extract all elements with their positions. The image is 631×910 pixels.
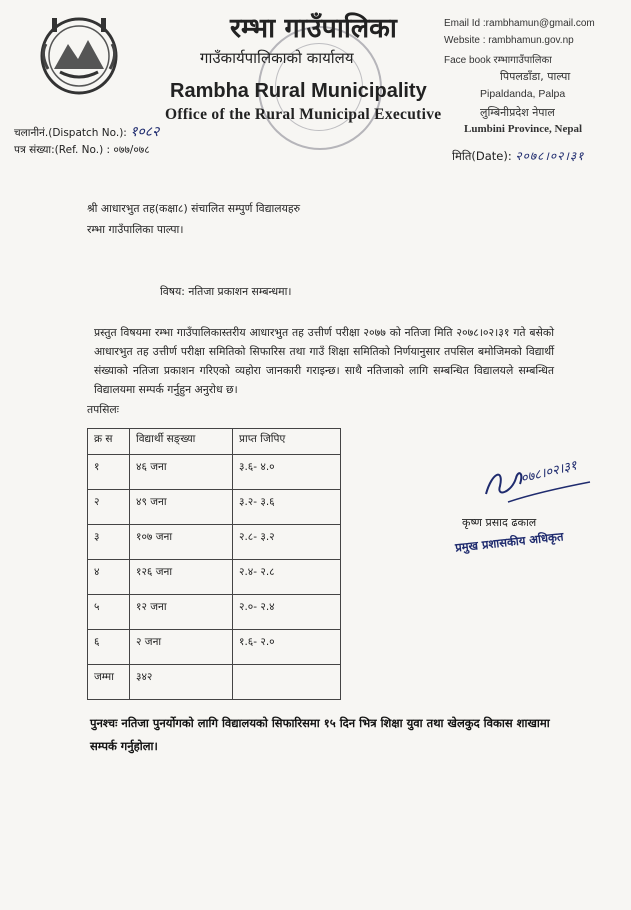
row-students: ४९ जना	[130, 490, 233, 525]
row-students: २ जना	[130, 630, 233, 665]
reference-number	[14, 143, 150, 157]
row-gpa: ३.२- ३.६	[233, 490, 341, 525]
signature-date: ०७८।०२।३१	[519, 458, 579, 487]
title-nepali: रम्भा गाउँपालिका	[230, 13, 397, 44]
table-header-row	[88, 429, 341, 455]
table-row	[88, 490, 341, 525]
table-row	[88, 560, 341, 595]
row-serial: ५	[88, 595, 130, 630]
signatory-title: प्रमुख प्रशासकीय अधिकृत	[454, 529, 565, 555]
recipient-line-2: रम्भा गाउँपालिका पाल्पा।	[87, 223, 184, 236]
municipality-emblem	[38, 14, 120, 96]
facebook: Face book रम्भागाउँपालिका	[444, 55, 552, 66]
website: Website : rambhamun.gov.np	[444, 35, 574, 46]
total-label: जम्मा	[88, 665, 130, 700]
signatory-name: कृष्ण प्रसाद ढकाल	[462, 516, 537, 529]
letter-date	[452, 147, 584, 164]
address-nepali: पिपलडाँडा, पाल्पा	[500, 70, 571, 83]
row-serial: ६	[88, 630, 130, 665]
row-gpa: १.६- २.०	[233, 630, 341, 665]
row-students: १२६ जना	[130, 560, 233, 595]
body-paragraph: प्रस्तुत विषयमा रम्भा गाउँपालिकास्तरीय आधारभुत तह उत्तीर्ण परीक्षा २०७७ को नतिजा मिति २०७८।०२।३१ गते बसेको आधारभुत तह उत्तीर्ण परीक्षा समितिको सिफारिस तथा गाउँ शिक्षा समितिको निर्णयानुसार तपसिल बमोजिमको विद्यार्थी संख्याको नतिजा प्रकाशन गरिएको व्यहोरा जानकारी गराइन्छ। साथै नतिजाको लागि सम्बन्धित विद्यालयले सम्बन्धित विद्यालयमा सम्पर्क गर्नुहुन अनुरोध छ।	[94, 326, 554, 396]
row-gpa: २.०- २.४	[233, 595, 341, 630]
title-english: Rambha Rural Municipality	[170, 80, 427, 102]
recipient-line-1: श्री आधारभुत तह(कक्षा८) संचालित सम्पुर्ण विद्यालयहरु	[87, 202, 301, 215]
dispatch-value: १०८२	[130, 124, 160, 140]
total-value: ३४२	[130, 665, 233, 700]
ref-value: ०७७/०७८	[113, 144, 150, 156]
subtitle-english: Office of the Rural Municipal Executive	[165, 106, 442, 123]
dispatch-number	[14, 122, 159, 141]
postscript: पुनश्चः नतिजा पुनर्योगको लागि विद्यालयको सिफारिसमा १५ दिन भित्र शिक्षा युवा तथा खेलकुद विकास शाखामा सम्पर्क गर्नुहोला।	[90, 716, 550, 753]
row-serial: ४	[88, 560, 130, 595]
subject: विषय: नतिजा प्रकाशन सम्बन्धमा।	[160, 285, 292, 298]
ref-label: पत्र संख्या:(Ref. No.) :	[14, 144, 111, 156]
email: Email Id :rambhamun@gmail.com	[444, 18, 595, 29]
header-serial: क्र स	[88, 429, 130, 455]
date-value: २०७८।०२।३१	[515, 149, 585, 163]
subtitle-nepali: गाउँकार्यपालिकाको कार्यालय	[200, 49, 354, 67]
header-gpa: प्राप्त जिपिए	[233, 429, 341, 455]
total-empty	[233, 665, 341, 700]
province-english: Lumbini Province, Nepal	[464, 123, 583, 135]
row-gpa: ३.६- ४.०	[233, 455, 341, 490]
results-table	[87, 428, 341, 700]
table-row	[88, 595, 341, 630]
date-label: मिति(Date):	[452, 149, 512, 163]
table-row	[88, 630, 341, 665]
row-serial: २	[88, 490, 130, 525]
table-total-row	[88, 665, 341, 700]
row-gpa: २.८- ३.२	[233, 525, 341, 560]
province-nepali: लुम्बिनीप्रदेश नेपाल	[480, 106, 555, 119]
table-row	[88, 455, 341, 490]
row-gpa: २.४- २.८	[233, 560, 341, 595]
row-students: १२ जना	[130, 595, 233, 630]
table-row	[88, 525, 341, 560]
row-serial: ३	[88, 525, 130, 560]
dispatch-label: चलानीनं.(Dispatch No.):	[14, 127, 127, 139]
details-label: तपसिलः	[87, 403, 119, 416]
address-english: Pipaldanda, Palpa	[480, 88, 566, 100]
header-students: विद्यार्थी सङ्ख्या	[130, 429, 233, 455]
row-students: ४६ जना	[130, 455, 233, 490]
row-serial: १	[88, 455, 130, 490]
row-students: १०७ जना	[130, 525, 233, 560]
